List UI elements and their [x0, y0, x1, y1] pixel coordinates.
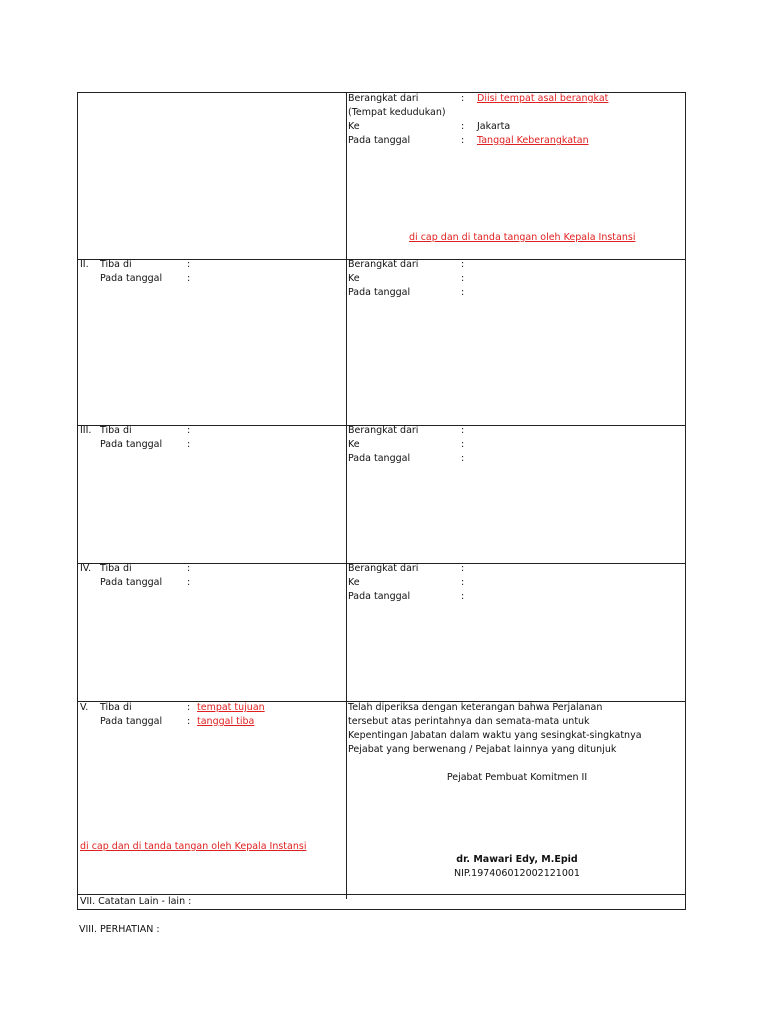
row1-ke-value: Jakarta	[477, 121, 511, 132]
berangkat-label: Berangkat dari	[348, 563, 419, 574]
colon: :	[187, 425, 191, 436]
berangkat-label: Berangkat dari	[348, 259, 419, 270]
tanggal-label: Pada tanggal	[348, 287, 411, 298]
row5-stamp-note: di cap dan di tanda tangan oleh Kepala Instansi	[80, 841, 307, 852]
row-divider	[78, 894, 685, 895]
colon: :	[461, 259, 465, 270]
berangkat-label: Berangkat dari	[348, 425, 419, 436]
verification-text-line: Telah diperiksa dengan keterangan bahwa Perjalanan	[348, 702, 603, 713]
colon: :	[187, 273, 191, 284]
colon: :	[187, 563, 191, 574]
row4-number: IV.	[80, 563, 92, 574]
colon: :	[461, 577, 465, 588]
tiba-label: Tiba di	[100, 563, 132, 574]
tiba-label: Tiba di	[100, 702, 132, 713]
tiba-label: Tiba di	[100, 425, 132, 436]
official-title: Pejabat Pembuat Komitmen II	[446, 772, 588, 783]
tanggal-label: Pada tanggal	[348, 453, 411, 464]
catatan-lain-label: VII. Catatan Lain - lain :	[80, 896, 192, 907]
spd-form-table	[77, 92, 686, 910]
tanggal-label: Pada tanggal	[100, 577, 163, 588]
colon: :	[461, 453, 465, 464]
row1-tempat-label: (Tempat kedudukan)	[348, 107, 446, 118]
row1-tanggal-value: Tanggal Keberangkatan	[477, 135, 589, 146]
row3-number: III.	[80, 425, 92, 436]
colon: :	[461, 563, 465, 574]
colon: :	[187, 259, 191, 270]
row1-ke-label: Ke	[348, 121, 360, 132]
column-divider	[346, 93, 347, 899]
row1-berangkat-value: Diisi tempat asal berangkat	[477, 93, 609, 104]
row5-number: V.	[80, 702, 89, 713]
row1-tanggal-label: Pada tanggal	[348, 135, 411, 146]
ke-label: Ke	[348, 577, 360, 588]
colon: :	[461, 591, 465, 602]
row2-number: II.	[80, 259, 89, 270]
tanggal-label: Pada tanggal	[348, 591, 411, 602]
row1-stamp-note: di cap dan di tanda tangan oleh Kepala Instansi	[409, 232, 636, 243]
colon: :	[461, 273, 465, 284]
verification-text-line: tersebut atas perintahnya dan semata-mata untuk	[348, 716, 590, 727]
verification-text-line: Pejabat yang berwenang / Pejabat lainnya yang ditunjuk	[348, 744, 617, 755]
colon: :	[461, 439, 465, 450]
colon: :	[187, 716, 191, 727]
row1-colon: :	[461, 93, 465, 104]
row1-colon: :	[461, 121, 465, 132]
colon: :	[461, 287, 465, 298]
colon: :	[461, 425, 465, 436]
ke-label: Ke	[348, 439, 360, 450]
tanggal-label: Pada tanggal	[100, 439, 163, 450]
colon: :	[187, 577, 191, 588]
ke-label: Ke	[348, 273, 360, 284]
colon: :	[187, 702, 191, 713]
official-nip: NIP.197406012002121001	[454, 868, 580, 879]
row1-colon: :	[461, 135, 465, 146]
row5-tiba-value: tempat tujuan	[197, 702, 265, 713]
perhatian-label: VIII. PERHATIAN :	[79, 924, 160, 935]
tanggal-label: Pada tanggal	[100, 716, 163, 727]
colon: :	[187, 439, 191, 450]
row5-tanggal-value: tanggal tiba	[197, 716, 255, 727]
tiba-label: Tiba di	[100, 259, 132, 270]
row1-berangkat-label: Berangkat dari	[348, 93, 419, 104]
tanggal-label: Pada tanggal	[100, 273, 163, 284]
official-name: dr. Mawari Edy, M.Epid	[456, 854, 578, 865]
verification-text-line: Kepentingan Jabatan dalam waktu yang sesingkat-singkatnya	[348, 730, 642, 741]
